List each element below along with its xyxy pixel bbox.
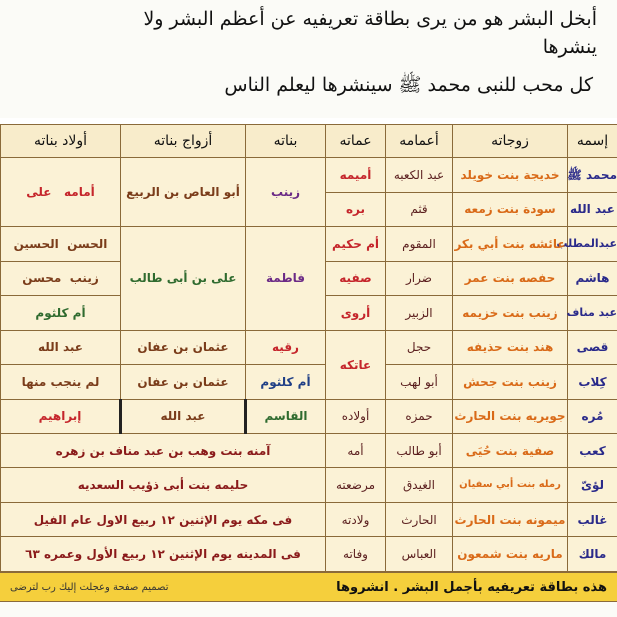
header-husbands: أزواج بناته bbox=[121, 125, 246, 158]
grandchildren-cell bbox=[1, 227, 121, 261]
grandchild-name: أم كلثوم bbox=[1, 296, 121, 330]
header-grandchildren: أولاد بناته bbox=[1, 125, 121, 158]
uncle-cell: ضرار bbox=[386, 261, 453, 295]
wife-cell: هند بنت حذيفه bbox=[453, 330, 568, 364]
table-row bbox=[1, 158, 617, 192]
son-cell: القاسم bbox=[246, 399, 326, 433]
wife-cell: زينب بنت خزيمه bbox=[453, 296, 568, 330]
uncle-cell: الزبير bbox=[386, 296, 453, 330]
grandchild-name: أمامه bbox=[64, 185, 95, 200]
daughter-cell: أم كلثوم bbox=[246, 365, 326, 399]
uncle-cell: أبو طالب bbox=[386, 433, 453, 467]
aunt-cell: أميمه bbox=[326, 158, 386, 192]
wife-cell: سودة بنت زمعه bbox=[453, 192, 568, 226]
table-row bbox=[1, 468, 617, 502]
wife-cell: حفصه بنت عمر bbox=[453, 261, 568, 295]
wife-cell: جويريه بنت الحارث bbox=[453, 399, 568, 433]
wife-cell: ميمونه بنت الحارث bbox=[453, 502, 568, 536]
header-uncles: أعمامه bbox=[386, 125, 453, 158]
husband-cell: على بن أبى طالب bbox=[121, 227, 246, 330]
grandchild-name: الحسين bbox=[13, 236, 59, 251]
name-cell: مالك bbox=[568, 537, 617, 572]
wife-cell: ماريه بنت شمعون bbox=[453, 537, 568, 572]
grandchild-name: الحسن bbox=[67, 236, 108, 251]
uncle-cell: العباس bbox=[386, 537, 453, 572]
name-cell: مُره bbox=[568, 399, 617, 433]
bottom-band bbox=[0, 602, 617, 617]
table-row bbox=[1, 537, 617, 572]
death-label: وفاته bbox=[326, 537, 386, 572]
header-daughters: بناته bbox=[246, 125, 326, 158]
header bbox=[0, 0, 617, 118]
mother-label: أمه bbox=[326, 433, 386, 467]
table-header-row bbox=[1, 125, 617, 158]
uncle-cell: حمزه bbox=[386, 399, 453, 433]
death-value: فى المدينه يوم الإثنين ١٢ ربيع الأول وعمره ٦٣ bbox=[1, 537, 326, 572]
grandchild-name: لم ينجب منها bbox=[1, 365, 121, 399]
footer-bar bbox=[0, 572, 617, 602]
wife-cell: عائشه بنت أبي بكر bbox=[453, 227, 568, 261]
table-row bbox=[1, 502, 617, 536]
table-row bbox=[1, 227, 617, 261]
wife-cell: صفية بنت حُيَى bbox=[453, 433, 568, 467]
aunt-cell: أم حكيم bbox=[326, 227, 386, 261]
header-line-1: أبخل البشر هو من يرى بطاقة تعريفيه عن أعظم البشر ولا bbox=[143, 8, 597, 30]
uncle-cell: الغيدق bbox=[386, 468, 453, 502]
uncle-cell: أبو لهب bbox=[386, 365, 453, 399]
name-cell: عبد الله bbox=[568, 192, 617, 226]
birth-value: فى مكه يوم الإثنين ١٢ ربيع الاول عام الفيل bbox=[1, 502, 326, 536]
daughter-cell: رقيه bbox=[246, 330, 326, 364]
husband-cell: عثمان بن عفان bbox=[121, 365, 246, 399]
name-cell: عبدالمطلب bbox=[568, 227, 617, 261]
header-wives: زوجاته bbox=[453, 125, 568, 158]
uncle-cell: قثم bbox=[386, 192, 453, 226]
grandchild-name: محسن bbox=[22, 271, 62, 286]
footer-credit: تصميم صفحة وعجلت إليك رب لترضى bbox=[10, 581, 169, 593]
grandchildren-cell bbox=[1, 158, 121, 227]
name-cell: هاشم bbox=[568, 261, 617, 295]
husband-cell: عثمان بن عفان bbox=[121, 330, 246, 364]
uncle-cell: عبد الكعبه bbox=[386, 158, 453, 192]
mother-value: آمنه بنت وهب بن عبد مناف بن زهره bbox=[1, 433, 326, 467]
daughter-cell: زينب bbox=[246, 158, 326, 227]
aunt-cell: صفيه bbox=[326, 261, 386, 295]
sons-label: أولاده bbox=[326, 399, 386, 433]
name-cell: غالب bbox=[568, 502, 617, 536]
aunt-cell: بره bbox=[326, 192, 386, 226]
name-cell: عبد مناف bbox=[568, 296, 617, 330]
header-line-3: كل محب للنبى محمد ﷺ سينشرها ليعلم الناس bbox=[224, 74, 593, 96]
son-cell: عبد الله bbox=[121, 399, 246, 433]
son-cell: إبراهيم bbox=[1, 399, 121, 433]
table-row bbox=[1, 399, 617, 433]
name-cell: لؤىّ bbox=[568, 468, 617, 502]
name-cell: كعب bbox=[568, 433, 617, 467]
wife-cell: رمله بنت أبي سفيان bbox=[453, 468, 568, 502]
grandchild-name: على bbox=[26, 185, 52, 200]
birth-label: ولادته bbox=[326, 502, 386, 536]
grandchild-name: عبد الله bbox=[1, 330, 121, 364]
grandchildren-cell bbox=[1, 261, 121, 295]
wife-cell: خديجة بنت خويلد bbox=[453, 158, 568, 192]
header-line-2: ينشرها bbox=[542, 36, 597, 58]
wetnurse-value: حليمه بنت أبى ذؤيب السعديه bbox=[1, 468, 326, 502]
name-cell: كِلاب bbox=[568, 365, 617, 399]
header-name: إسمه bbox=[568, 125, 617, 158]
name-cell: قصى bbox=[568, 330, 617, 364]
table-row bbox=[1, 330, 617, 364]
uncle-cell: حجل bbox=[386, 330, 453, 364]
header-aunts: عماته bbox=[326, 125, 386, 158]
wife-cell: زينب بنت جحش bbox=[453, 365, 568, 399]
wetnurse-label: مرضعته bbox=[326, 468, 386, 502]
uncle-cell: الحارث bbox=[386, 502, 453, 536]
table-row bbox=[1, 365, 617, 399]
aunt-cell: أروى bbox=[326, 296, 386, 330]
genealogy-table bbox=[0, 124, 617, 572]
aunt-cell: عاتكه bbox=[326, 330, 386, 399]
table-row bbox=[1, 433, 617, 467]
uncle-cell: المقوم bbox=[386, 227, 453, 261]
name-cell: محمد ﷺ bbox=[568, 158, 617, 192]
daughter-cell: فاطمة bbox=[246, 227, 326, 330]
grandchild-name: زينب bbox=[69, 271, 99, 286]
husband-cell: أبو العاص بن الربيع bbox=[121, 158, 246, 227]
footer-main-text: هذه بطاقة تعريفيه بأجمل البشر . انشروها bbox=[336, 579, 607, 595]
